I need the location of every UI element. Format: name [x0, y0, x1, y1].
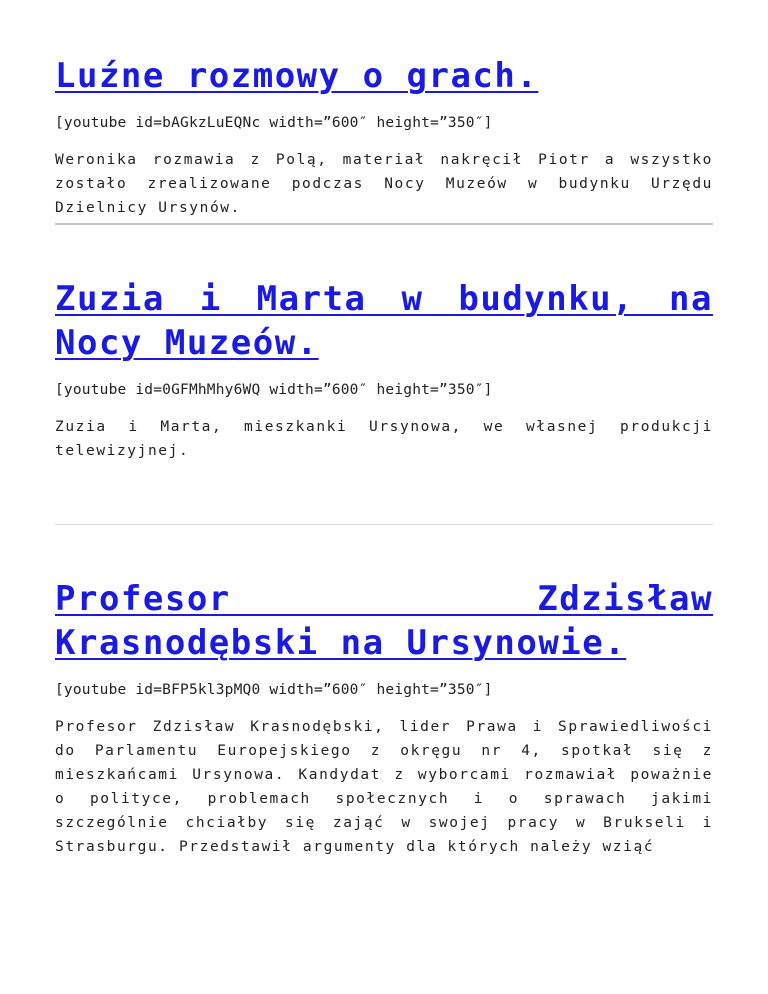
video-shortcode: [youtube id=BFP5kl3pMQ0 width=”600″ height=”350″]: [55, 682, 493, 698]
post-title: [55, 54, 713, 98]
post-excerpt: Weronika rozmawia z Polą, materiał nakręcił Piotr a wszystko zostało zrealizowane podczas Nocy Muzeów w budynku Urzędu Dzielnicy Ursynów.: [55, 152, 713, 216]
post-item: [55, 525, 713, 887]
post-item: [55, 225, 713, 525]
post-title-link[interactable]: Zuzia i Marta w budynku, na Nocy Muzeów.: [55, 279, 713, 363]
post-item: [55, 0, 713, 225]
post-title-link[interactable]: Luźne rozmowy o grach.: [55, 56, 539, 96]
video-shortcode: [youtube id=0GFMhMhy6WQ width=”600″ height=”350″]: [55, 382, 493, 398]
video-shortcode: [youtube id=bAGkzLuEQNc width=”600″ height=”350″]: [55, 115, 493, 131]
post-title: [55, 277, 713, 365]
post-title: [55, 577, 713, 665]
post-title-link[interactable]: Profesor Zdzisław Krasnodębski na Ursynowie.: [55, 579, 713, 663]
post-excerpt: Zuzia i Marta, mieszkanki Ursynowa, we własnej produkcji telewizyjnej.: [55, 419, 713, 459]
post-excerpt: Profesor Zdzisław Krasnodębski, lider Prawa i Sprawiedliwości do Parlamentu Europejskiego z okręgu nr 4, spotkał się z mieszkańcami Ursynowa. Kandydat z wyborcami rozmawiał poważnie o polityce, problemach społecznych i o sprawach jakimi szczególnie chciałby się zająć w swojej pracy w Brukseli i Strasburgu. Przedstawił argumenty dla których należy wziąć: [55, 719, 713, 855]
